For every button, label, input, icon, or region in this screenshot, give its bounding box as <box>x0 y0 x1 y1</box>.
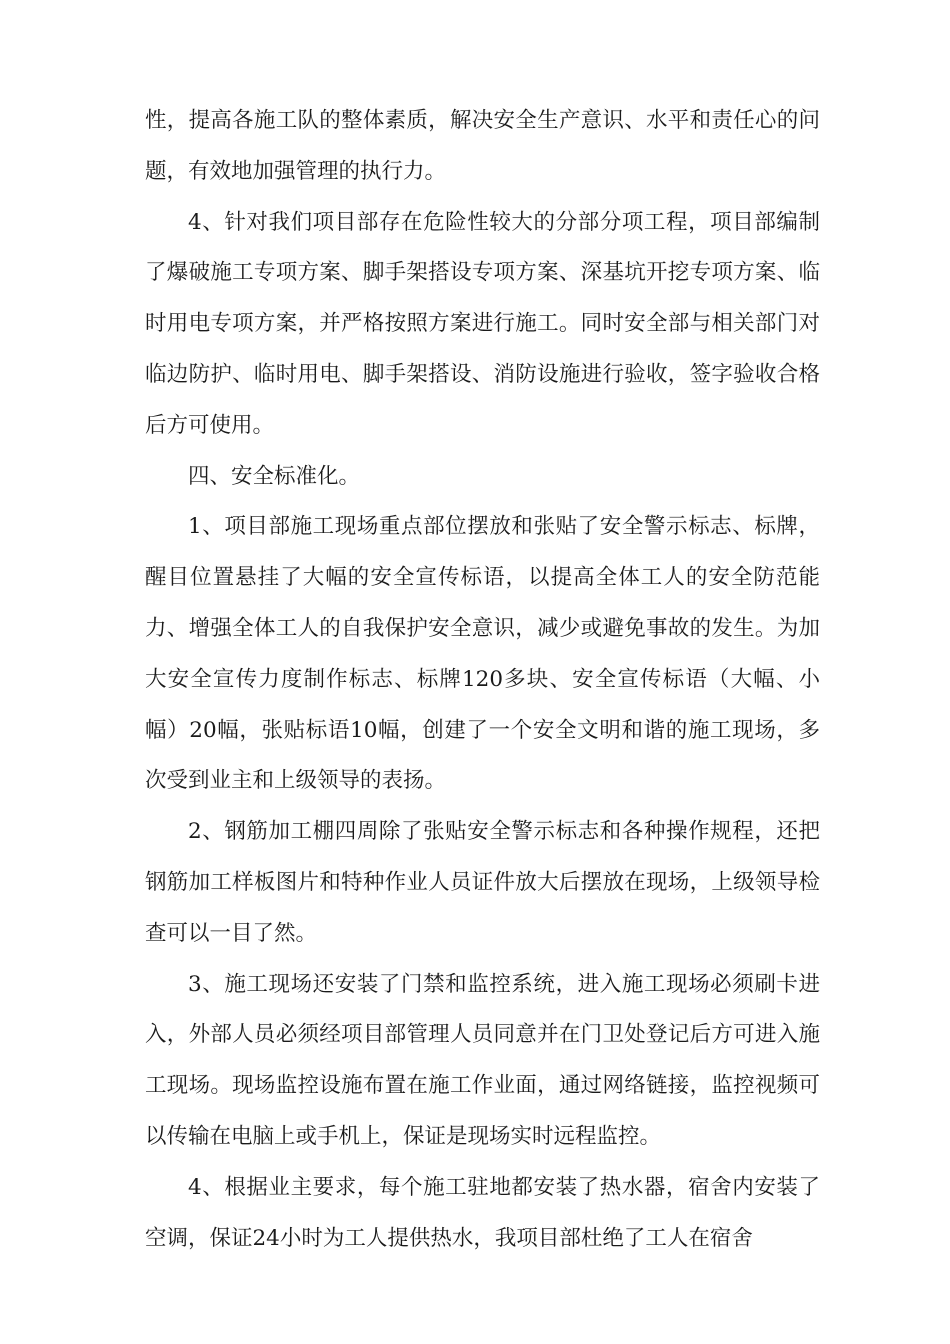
paragraph-item-4-hot-water: 4、根据业主要求，每个施工驻地都安装了热水器，宿舍内安装了空调，保证24小时为工人提供热水，我项目部杜绝了工人在宿舍 <box>145 1174 820 1251</box>
paragraph-item-3-access-control: 3、施工现场还安装了门禁和监控系统，进入施工现场必须刷卡进入，外部人员必须经项目部管理人员同意并在门卫处登记后方可进入施工现场。现场监控设施布置在施工作业面，通过网络链接，监控视频可以传输在电脑上或手机上，保证是现场实时远程监控。 <box>145 971 820 1149</box>
paragraph-item-4-dangerous-works: 4、针对我们项目部存在危险性较大的分部分项工程，项目部编制了爆破施工专项方案、脚手架搭设专项方案、深基坑开挖专项方案、临时用电专项方案，并严格按照方案进行施工。同时安全部与相关部门对临边防护、临时用电、脚手架搭设、消防设施进行验收，签字验收合格后方可使用。 <box>145 209 820 438</box>
section-heading-safety-standardization: 四、安全标准化。 <box>188 463 361 489</box>
paragraph-item-1-warning-signs: 1、项目部施工现场重点部位摆放和张贴了安全警示标志、标牌，醒目位置悬挂了大幅的安全宣传标语，以提高全体工人的安全防范能力、增强全体工人的自我保护安全意识，减少或避免事故的发生。为加大安全宣传力度制作标志、标牌120多块、安全宣传标语（大幅、小幅）20幅，张贴标语10幅，创建了一个安全文明和谐的施工现场，多次受到业主和上级领导的表扬。 <box>145 514 820 794</box>
paragraph-item-2-rebar-shed: 2、钢筋加工棚四周除了张贴安全警示标志和各种操作规程，还把钢筋加工样板图片和特种作业人员证件放大后摆放在现场，上级领导检查可以一目了然。 <box>145 819 820 946</box>
document-body <box>145 96 820 1264</box>
paragraph-continuation: 性，提高各施工队的整体素质，解决安全生产意识、水平和责任心的问题，有效地加强管理的执行力。 <box>145 108 820 184</box>
